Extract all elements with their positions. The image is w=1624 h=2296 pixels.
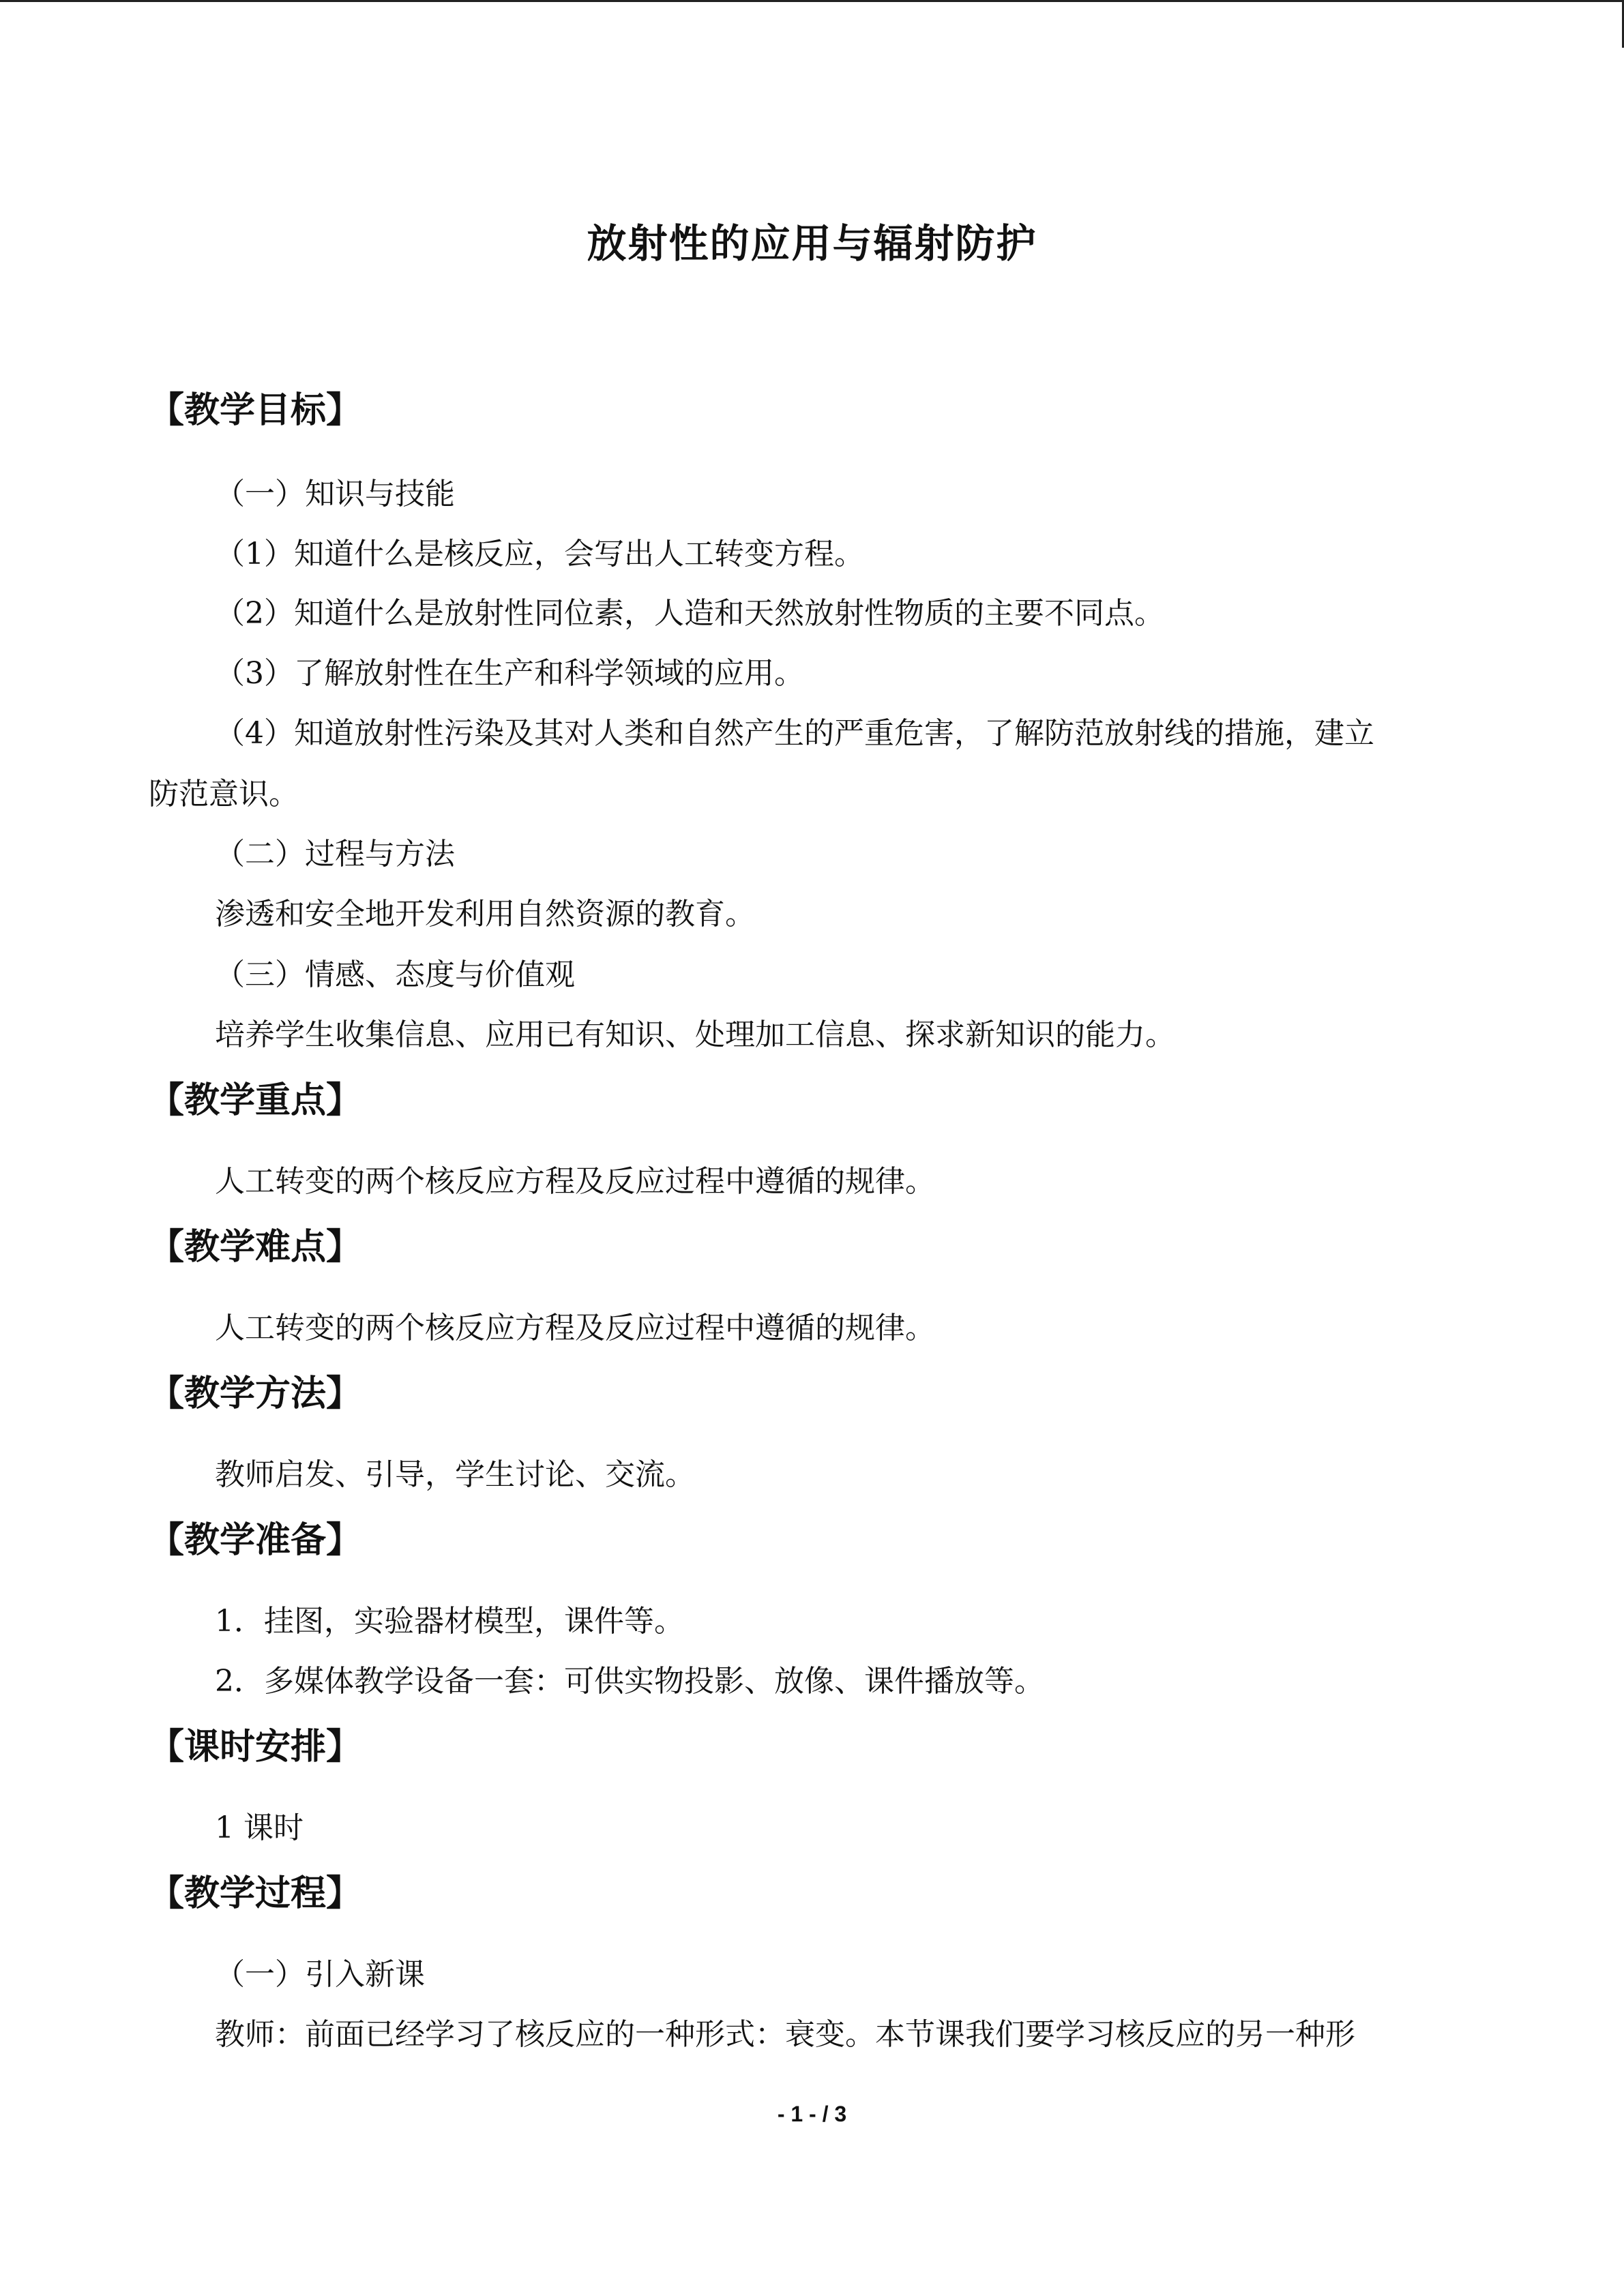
objectives-line: 培养学生收集信息、应用已有知识、处理加工信息、探求新知识的能力。 bbox=[215, 1017, 1175, 1052]
preparation-line: 1．挂图，实验器材模型，课件等。 bbox=[215, 1604, 684, 1639]
objectives-line: （3）了解放射性在生产和科学领域的应用。 bbox=[215, 656, 804, 691]
heading-difficulties: 【教学难点】 bbox=[149, 1227, 362, 1268]
heading-objectives: 【教学目标】 bbox=[149, 390, 362, 431]
objectives-line: 防范意识。 bbox=[149, 777, 299, 811]
objectives-line: （4）知道放射性污染及其对人类和自然产生的严重危害，了解防范放射线的措施，建立 bbox=[215, 716, 1374, 751]
process-line: 教师：前面已经学习了核反应的一种形式：衰变。本节课我们要学习核反应的另一种形 bbox=[215, 2017, 1355, 2052]
heading-key-points: 【教学重点】 bbox=[149, 1080, 362, 1121]
objectives-line: （2）知道什么是放射性同位素，人造和天然放射性物质的主要不同点。 bbox=[215, 596, 1164, 631]
objectives-line: （1）知道什么是核反应，会写出人工转变方程。 bbox=[215, 537, 864, 571]
page-number: - 1 - / 3 bbox=[777, 2102, 847, 2126]
methods-text: 教师启发、引导，学生讨论、交流。 bbox=[215, 1457, 695, 1492]
heading-schedule: 【课时安排】 bbox=[149, 1727, 362, 1768]
objectives-line: （一）知识与技能 bbox=[215, 477, 455, 511]
heading-process: 【教学过程】 bbox=[149, 1873, 362, 1914]
heading-methods: 【教学方法】 bbox=[149, 1373, 362, 1414]
process-line: （一）引入新课 bbox=[215, 1957, 425, 1992]
objectives-line: （三）情感、态度与价值观 bbox=[215, 957, 575, 992]
difficulties-text: 人工转变的两个核反应方程及反应过程中遵循的规律。 bbox=[215, 1311, 935, 1345]
preparation-line: 2．多媒体教学设备一套：可供实物投影、放像、课件播放等。 bbox=[215, 1664, 1044, 1699]
document-title: 放射性的应用与辐射防护 bbox=[587, 220, 1037, 267]
schedule-text: 1 课时 bbox=[215, 1810, 304, 1845]
heading-preparation: 【教学准备】 bbox=[149, 1520, 362, 1561]
top-border-line bbox=[0, 0, 1624, 2]
objectives-line: 渗透和安全地开发利用自然资源的教育。 bbox=[215, 897, 755, 931]
key-points-text: 人工转变的两个核反应方程及反应过程中遵循的规律。 bbox=[215, 1164, 935, 1199]
objectives-line: （二）过程与方法 bbox=[215, 837, 455, 871]
